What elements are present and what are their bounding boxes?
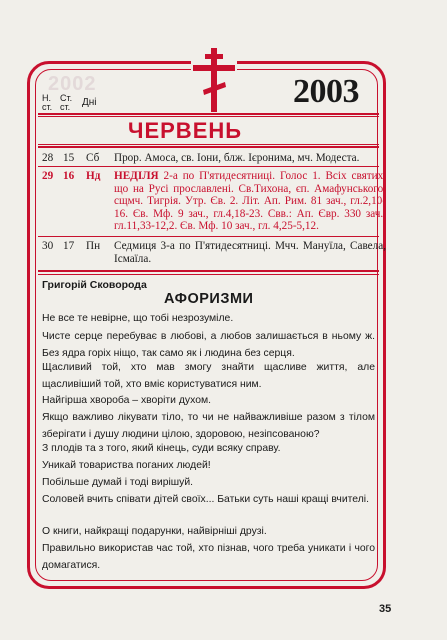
day-new: 28 [42,152,54,164]
divider [38,236,379,237]
divider [38,113,379,115]
day-old: 17 [63,240,75,252]
sunday-readings: 2-а по П'ятидесятниці. Голос 1. Всіх святих, що на Русі прославлені. Св.Тихона, єп. Амафунського, сщмч. Тигрія. Утр. Єв. 2. Літ. Ап. Рим. 81 зач., гл.2,10-16. Єв. Мф. 9 зач., гл.4,18-23. Свв.: Ап. Євр. 330 зач., гл.11,33-12,2. Єв. Мф. 10 зач., гл. 4,25-5,12. [114,170,386,232]
weekday: Нд [86,170,101,182]
day-old: 15 [63,152,75,164]
divider [38,146,379,148]
weekday: Пн [86,240,101,252]
divider [38,144,379,145]
author-name: Григорій Сковорода [42,279,147,291]
col-days: Дні [82,97,97,108]
aphorism: Якщо важливо лікувати тіло, то чи не найважливіше разом з тілом зберігати і душу людини цілою, здоровою, незіпсованою? [42,412,375,440]
divider [38,274,379,275]
day-new: 30 [42,240,54,252]
month-title: ЧЕРВЕНЬ [128,118,243,143]
col-old-style: Ст. [60,93,73,103]
divider [38,166,379,167]
aphorism: Найгірша хвороба – хворіти духом. [42,395,212,406]
page-number: 35 [379,603,392,615]
watermark-left: 2002 [48,73,97,95]
aphorism: Щасливий той, хто мав змогу знайти щасливе життя, але щасливіший той, хто вміє користуватися ним. [42,362,375,390]
aphorism: О книги, найкращі подарунки, найвірніші друзі. [42,526,267,537]
divider [38,116,379,117]
year-title: 2003 [293,73,359,110]
aphorism: Не все те невірне, що тобі незрозуміле. [42,313,234,324]
orthodox-cross-icon [193,48,235,112]
aphorism: Уникай товариства поганих людей! [42,460,211,471]
day-new: 29 [42,170,54,182]
day-saints [114,170,386,233]
aphorism: Побільше думай і тоді вирішуй. [42,477,194,488]
day-old: 16 [63,170,75,182]
col-new-style: Н. [42,93,51,103]
col-old-style-2: ст. [60,102,71,112]
day-saints: Седмиця 3-а по П'ятидесятниці. Мчч. Мануїла, Савела, Ісмаїла. [114,240,386,265]
aphorisms-title: АФОРИЗМИ [164,291,254,307]
aphorism: З плодів та з того, який кінець, суди всяку справу. [42,443,281,454]
aphorism: Правильно використав час той, хто пізнав, чого треба уникати і чого домагатися. [42,543,375,571]
col-new-style-2: ст. [42,102,53,112]
aphorism: Соловей вчить співати дітей своїх... Батьки суть наші кращі вчителі. [42,494,369,505]
day-saints: Прор. Амоса, св. Іони, блж. Ієронима, мч. Модеста. [114,152,360,164]
divider [38,270,379,272]
aphorism: Чисте серце перебуває в любові, а любов залишається в ньому ж. Без ядра горіх ніщо, так само як і людина без серця. [42,331,375,359]
sunday-title: НЕДІЛЯ [114,170,159,182]
weekday: Сб [86,152,100,164]
